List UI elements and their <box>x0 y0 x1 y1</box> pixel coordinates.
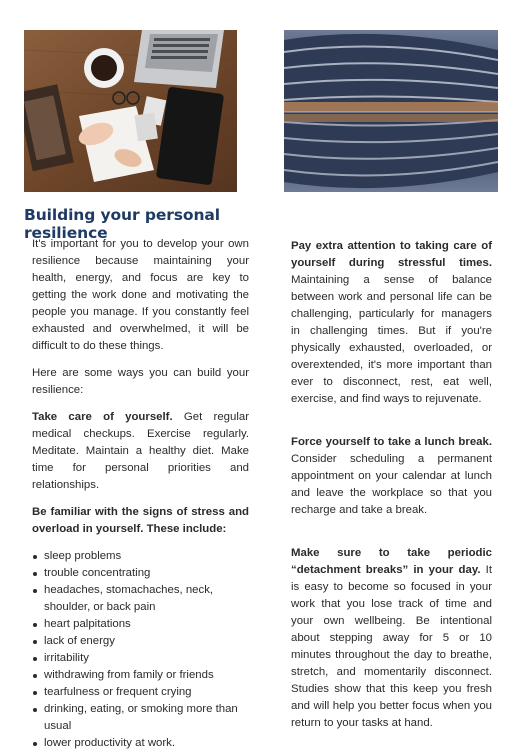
page-heading: Building your personal resilience <box>24 206 220 242</box>
bullet-icon <box>33 708 37 712</box>
bullet-icon <box>33 589 37 593</box>
lunch-break-title: Force yourself to take a lunch break. <box>291 436 492 448</box>
list-item: irritability <box>32 650 249 667</box>
lunch-break-paragraph <box>291 434 492 519</box>
list-item: withdrawing from family or friends <box>32 667 249 684</box>
intro-paragraph: It's important for you to develop your own resilience because maintaining your health, energy, and focus are key to getting the work done and motivating the people you manage. If you constantly feel exhausted and overwhelmed, it will be difficult to do these things. <box>32 238 249 352</box>
building-reflection-photo <box>284 30 498 192</box>
desk-photo <box>24 30 237 192</box>
list-item: headaches, stomachaches, neck, shoulder, or back pain <box>32 582 249 616</box>
stressful-times-body: Maintaining a sense of balance between work and personal life can be challenging, particularly for managers in challenging times. But if you're physically exhausted, overloaded, or overextended, it's more important than ever to disconnect, rest, eat well, exercise, and find ways to rejuvenate. <box>291 274 492 405</box>
stressful-times-paragraph <box>291 238 492 408</box>
stress-signs-title: Be familiar with the signs of stress and overload in yourself. These include: <box>32 506 249 535</box>
bullet-icon <box>33 555 37 559</box>
self-care-title: Take care of yourself. <box>32 411 173 423</box>
lunch-break-body: Consider scheduling a permanent appointment on your calendar at lunch and leave the workplace so that you recharge and take a break. <box>291 453 492 516</box>
detachment-breaks-body: It is easy to become so focused in your work that you lose track of time and your own wellbeing. Be intentional about stepping away for 5 or 10 minutes throughout the day to breathe, stretch, and momentarily disconnect. Studies show that this keep you fresh and will help you better focus when you return to your tasks at hand. <box>291 564 493 729</box>
ways-intro-paragraph: Here are some ways you can build your resilience: <box>32 367 249 396</box>
bullet-icon <box>33 742 37 746</box>
self-care-body: Get regular medical checkups. Exercise regularly. Meditate. Maintain a healthy diet. Make time for personal priorities and relationships. <box>32 411 249 491</box>
list-item: drinking, eating, or smoking more than usual <box>32 701 249 735</box>
bullet-icon <box>33 674 37 678</box>
bullet-icon <box>33 623 37 627</box>
list-item: trouble concentrating <box>32 565 249 582</box>
bullet-icon <box>33 657 37 661</box>
detachment-breaks-paragraph <box>291 545 492 732</box>
bullet-icon <box>33 572 37 576</box>
stressful-times-title: Pay extra attention to taking care of yourself during stressful times. <box>291 240 492 269</box>
list-item: sleep problems <box>32 548 249 565</box>
left-column <box>32 236 249 752</box>
bullet-icon <box>33 640 37 644</box>
right-column <box>291 238 492 732</box>
self-care-paragraph <box>32 409 249 494</box>
list-item: heart palpitations <box>32 616 249 633</box>
stress-signs-list <box>32 548 249 752</box>
list-item: tearfulness or frequent crying <box>32 684 249 701</box>
detachment-breaks-title: Make sure to take periodic “detachment breaks” in your day. <box>291 547 492 576</box>
bullet-icon <box>33 691 37 695</box>
list-item: lack of energy <box>32 633 249 650</box>
list-item: lower productivity at work. <box>32 735 249 752</box>
